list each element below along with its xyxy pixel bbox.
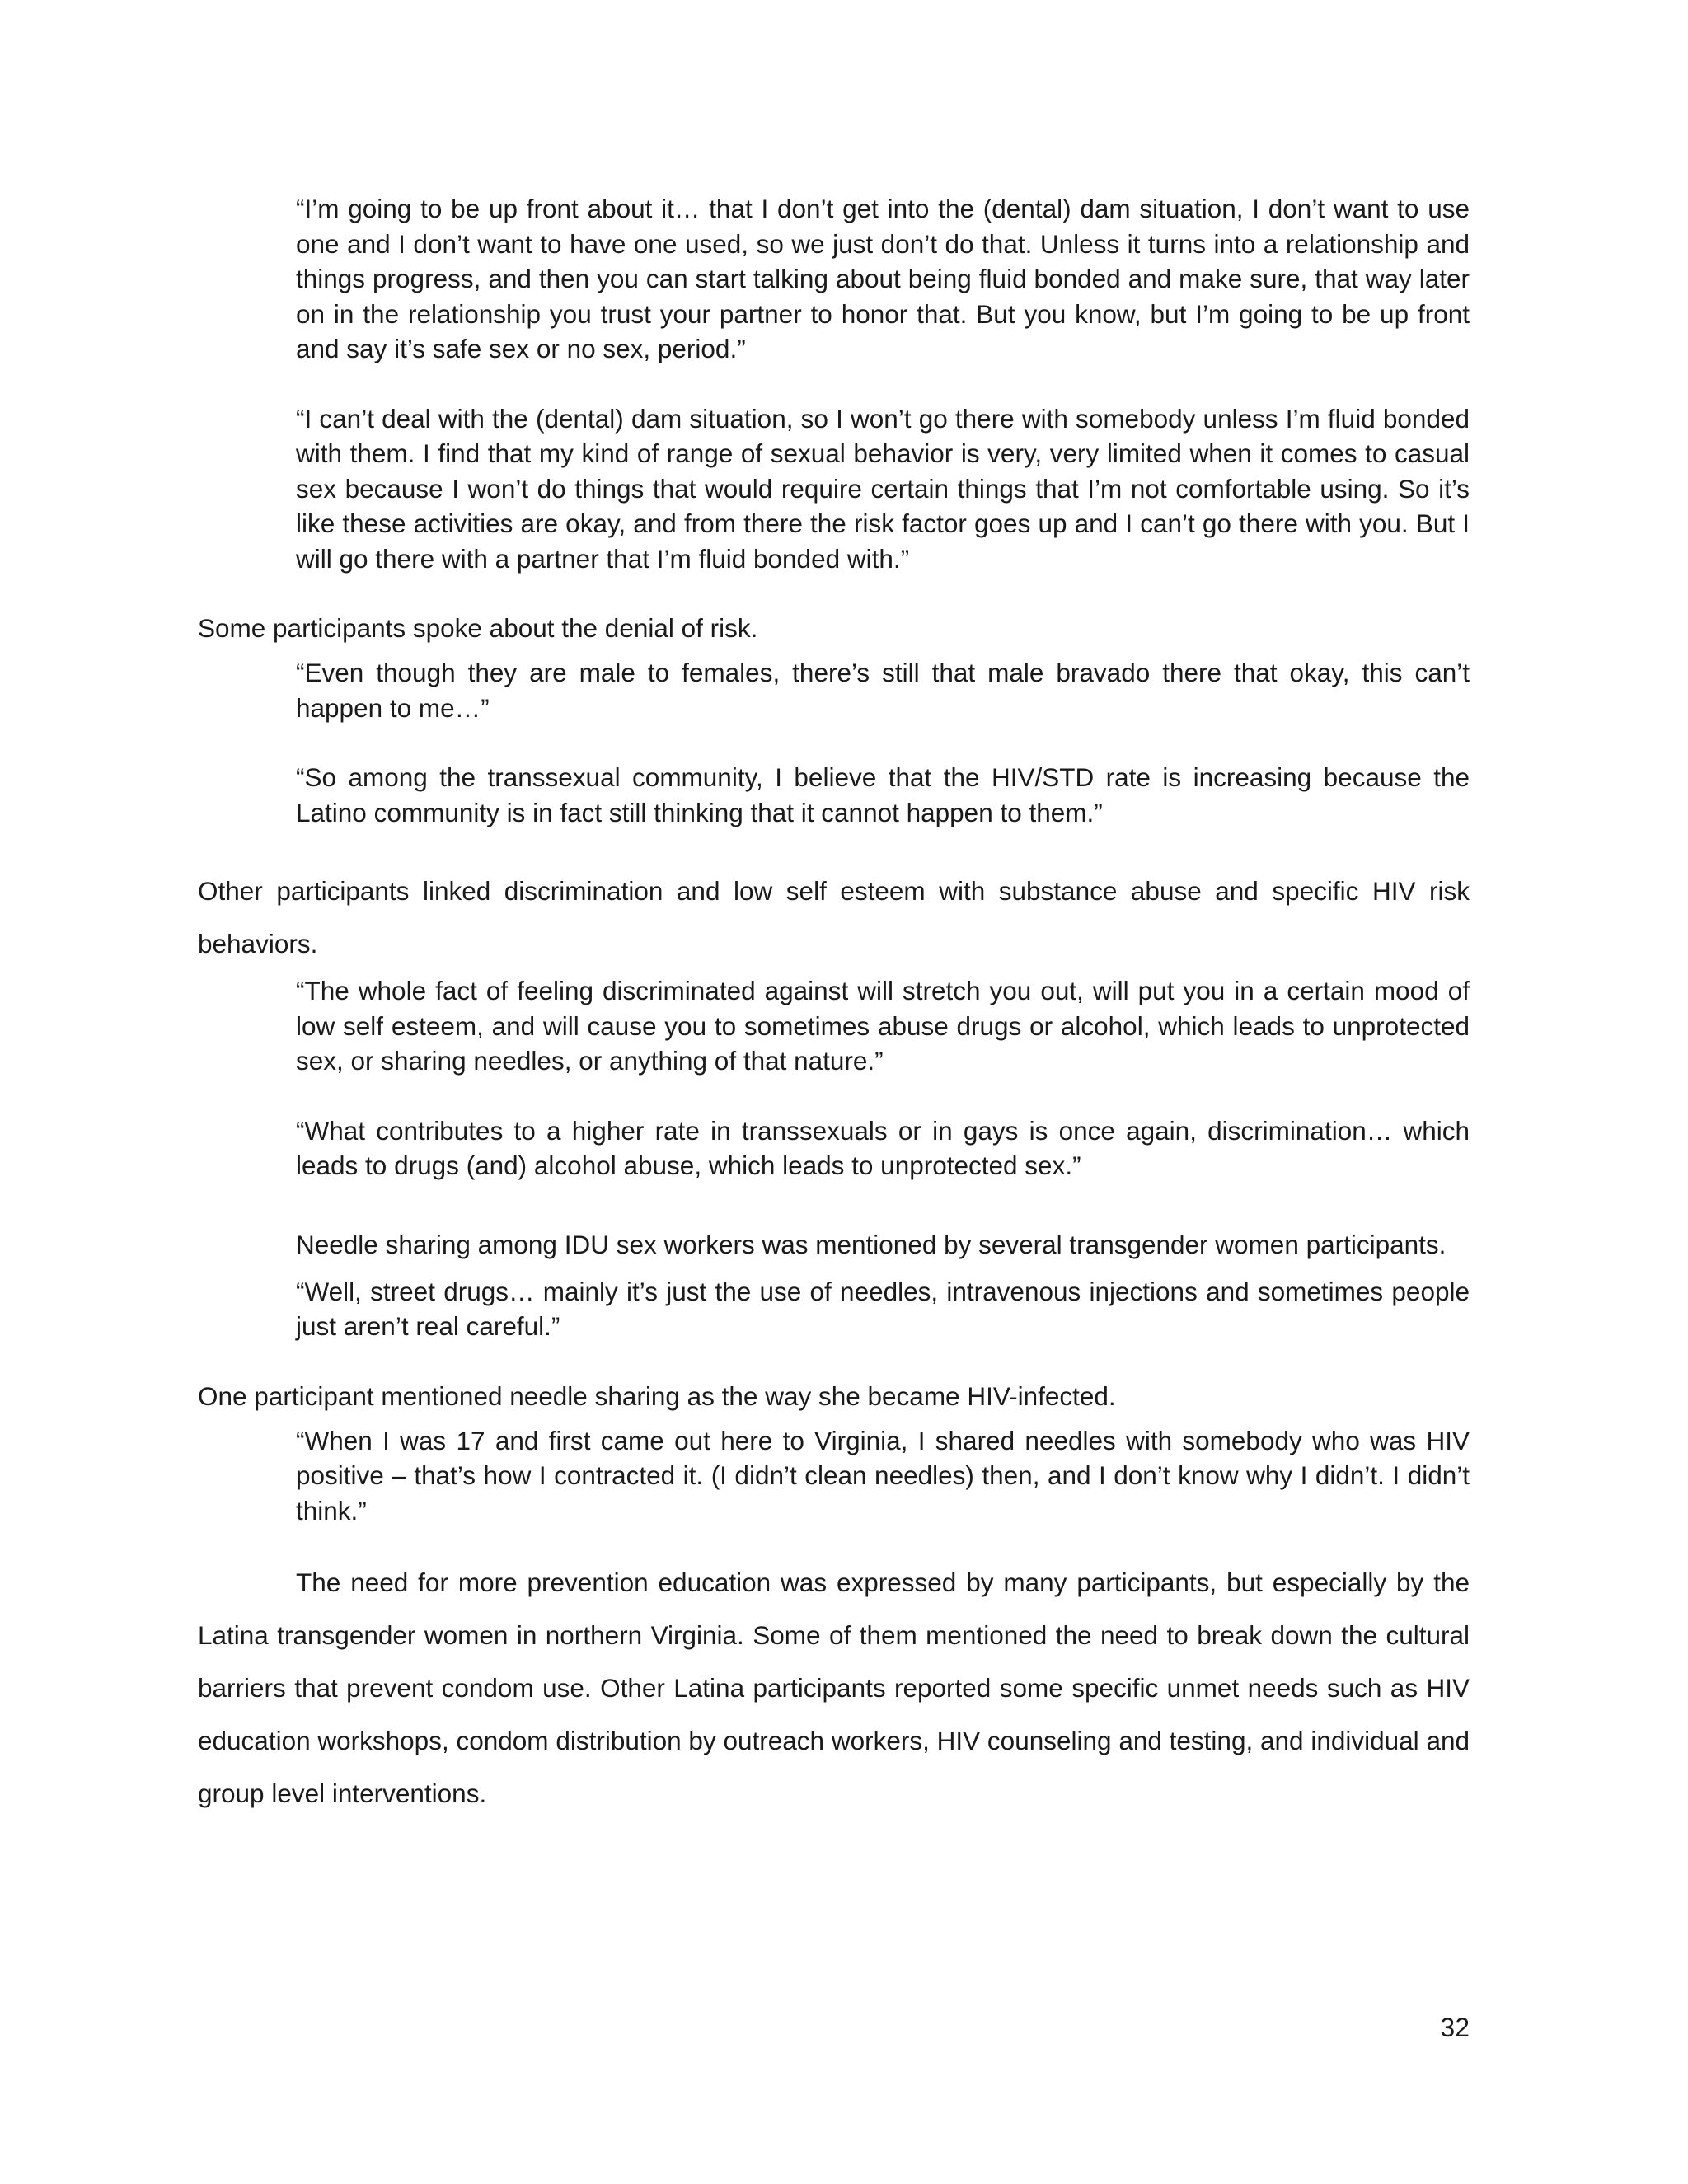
paragraph-prevention-education: The need for more prevention education was expressed by many participants, but especially by the Latina transgender women in northern Virginia. Some of them mentioned the need to break down the cultural barriers that prevent condom use. Other Latina participants reported some specific unmet needs such as HIV education workshops, condom distribution by outreach workers, HIV counseling and testing, and individual and group level interventions.	[198, 1568, 1470, 1808]
quote-hiv-std-rate: “So among the transsexual community, I believe that the HIV/STD rate is increasing because the Latino community is in fact still thinking that it cannot happen to them.”	[296, 762, 1470, 827]
quote-street-drugs: “Well, street drugs… mainly it’s just the use of needles, intravenous injections and sometimes people just aren’t real careful.”	[296, 1276, 1470, 1341]
body-text	[198, 191, 1470, 1823]
quote-male-bravado: “Even though they are male to females, there’s still that male bravado there that okay, this can’t happen to me…”	[296, 658, 1470, 723]
quote-shared-needles: “When I was 17 and first came out here to Virginia, I shared needles with somebody who was HIV positive – that’s how I contracted it. (I didn’t clean needles) then, and I don’t know why I didn’t. I didn’t think.”	[296, 1425, 1470, 1526]
paragraph-hiv-infected: One participant mentioned needle sharing as the way she became HIV-infected.	[198, 1380, 1116, 1411]
paragraph-denial-of-risk: Some participants spoke about the denial of risk.	[198, 613, 758, 643]
quote-dental-dam-fluid-bonded: “I can’t deal with the (dental) dam situation, so I won’t go there with somebody unless I’m fluid bonded with them. I find that my kind of range of sexual behavior is very, very limited when it comes to casual sex because I won’t do things that would require certain things that I’m not comfortable using. So it’s like these activities are okay, and from there the risk factor goes up and I can’t go there with you. But I will go there with a partner that I’m fluid bonded with.”	[296, 403, 1470, 574]
paragraph-discrimination-link: Other participants linked discrimination and low self esteem with substance abuse and specific HIV risk behaviors.	[198, 876, 1470, 958]
quote-dental-dam-up-front: “I’m going to be up front about it… that I don’t get into the (dental) dam situation, I don’t want to use one and I don’t want to have one used, so we just don’t do that. Unless it turns into a relationship and things progress, and then you can start talking about being fluid bonded and make sure, that way later on in the relationship you trust your partner to honor that. But you know, but I’m going to be up front and say it’s safe sex or no sex, period.”	[296, 194, 1470, 363]
paragraph-needle-sharing: Needle sharing among IDU sex workers was mentioned by several transgender women participants.	[296, 1229, 1447, 1259]
quote-higher-rate: “What contributes to a higher rate in transsexuals or in gays is once again, discrimination… which leads to drugs (and) alcohol abuse, which leads to unprotected sex.”	[296, 1115, 1470, 1180]
page-number: 32	[1440, 2013, 1470, 2042]
quote-feeling-discriminated: “The whole fact of feeling discriminated against will stretch you out, will put you in a certain mood of low self esteem, and will cause you to sometimes abuse drugs or alcohol, which leads to unprotected sex, or sharing needles, or anything of that nature.”	[296, 976, 1470, 1076]
